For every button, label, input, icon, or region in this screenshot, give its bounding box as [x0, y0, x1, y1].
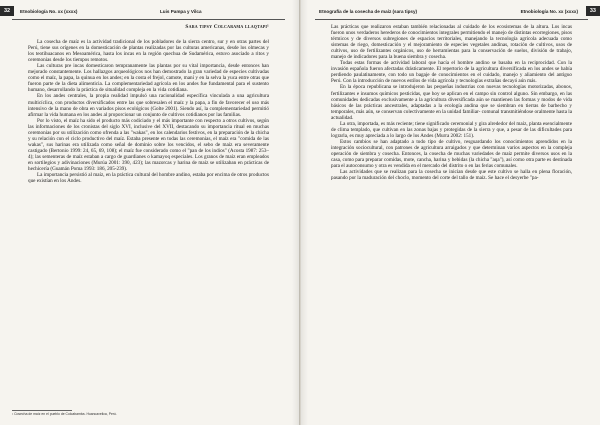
paragraph: Las actividades que se realizan para la cosecha se inician desde que este cultivo se halla en plena floración, pasando por la maduración del choclo, momento del corte del tallo de maíz. Se hace el desyerbe "pa- — [331, 169, 572, 182]
journal-name: Etnobiología No. xx (xxxx) — [520, 8, 578, 14]
paragraph: En la época republicana se introdujeron las pequeñas industrias con nuevas tecnologías motorizadas, abonos, fertilizantes e insumos químicos pesticidas, que hoy se aplican en el campo sin control alguno. Sin embargo, en las comunidades dedicadas exclusivamente a la agricultura diversificada aún se mantienen las formas y modos de vida básicos de las prácticas ancestrales, adaptadas a la ecología andina que se siembran en tierras de barbecho y temporales, más aún, se conservan colectivamente en la unidad familiar- comunal transmitiéndose oralmente hasta la actualidad. — [331, 84, 572, 121]
paragraph: Las prácticas que realizaron estaban también relacionadas al cuidado de los ecosistemas de la altura. Los incas fueron unos verdaderos herederos de conocimientos integrales permitiendo el manejo de distintas ecorregiones, pisos térmicos y de diversos subregiones de espacios territoriales, manejando la tecnología agrícola adecuada como sistemas de riego, domesticación y el mejoramiento de especies vegetales andinas, rotación de cultivos, usos de cultivos, uso de fertilizantes orgánicos, uso de herramientas para la conservación de suelos, división de trabajo, manejo de indicadores para la buena siembra y cosecha. — [331, 24, 572, 61]
paragraph: La importancia persistió al maíz, en la práctica cultural del hombre andino, estaba por encima de otros productos que existían en los Andes. — [28, 172, 269, 185]
page-number: 33 — [586, 6, 600, 16]
paragraph: En los andes centrales, la propia realidad impulsó una racionalidad específica vinculada a una agricultura multicíclica, con productos diversificados entre las que sobresalen el maíz y la papa, a fin de favorecer el uso más intensivo de la mano de obra en variados pisos ecológicos (Golte 2001). Siendo así, la complementariedad permitió afirmar la vida humana en los andes al proporcionar un conjunto de cultivos cotidianos por las familias. — [28, 93, 269, 118]
paragraph: La otra, importada, es más reciente; tiene significado ceremonial y gira alrededor del maíz, planta esencialmente de clima templado, que cultivan en las zonas bajas y protegidas de la sierra y que, a pesar de las dificultades para lograrla, es muy apreciada a lo largo de los Andes (Murra 2002: 151). — [331, 120, 572, 139]
footnote-rule — [12, 410, 72, 411]
right-page — [300, 0, 600, 425]
paragraph: Las culturas pre incas domesticaron tempranamente las plantas por su vital importancia, desde entonces han mejorado constantemente. Los hallazgos arqueológicos nos han demostrado la gran variedad de especies cultivadas como el maíz, la papa, la quinua en los andes; en la costa el frejol, camote, maní y en la selva la yuca entre otras que fueron parte de la dieta alimenticia. La complementariedad agrícola en los andes fue fundamental para el sustento humano, desarrollando la práctica de situalidad compleja en la vida cotidiana. — [28, 63, 269, 94]
header-rule — [12, 19, 285, 20]
article-short-title: Etnografía de la cosecha de maíz (sara tipsy) — [319, 8, 418, 14]
journal-name: Etnobiología No. xx (xxxx) — [20, 8, 78, 14]
paragraph: Por lo visto, el maíz ha sido el producto más codiciado y el más importante con respecto a otros cultivos, según las informaciones de los cronistas del siglo XVI, inclusive del XVII, destacando su importancia ritual en muchas ceremonias por su utilización como ofrenda a las "wakas", en los calendarios festivos, en la preparación de la chicha y su relación con el ciclo productivo del maíz. Estaba presente en todas las ceremonias, el maíz era "comida de las wakas", sus harinas era utilizada como señal de dominio sobre los vencidos, el sebo de maíz era severamente castigado (Bertonio 1999: 24, 65, 69, 108); el maíz fue considerado como el "pan de los indios" (Acosta 1987: 253–4); las sementeras de maíz estaban a cargo de guardianes o kamayoq especiales. Los granos de maíz eran empleados en sortilegios y adivinaciones (Murúa 2001: 390, 423); las mazorcas y harina de maíz se utilizaban en prácticas de hechicería (Guamán Poma 1993: 186, 205-239). — [28, 117, 269, 173]
left-body-text — [28, 24, 269, 184]
running-head-right — [311, 5, 600, 17]
running-head-left — [0, 5, 289, 17]
footnote: ¹ Cosecha de maíz en el pueblo de Colcabamba. Huancavelica, Perú. — [12, 412, 117, 416]
author-names: Luis Pampa y Vilca — [160, 8, 202, 14]
header-rule — [315, 19, 588, 20]
paragraph: Todas estas formas de actividad laboral que hacía el hombre andino se basaba en la reciprocidad. Con la invasión española fueron afectadas drásticamente. El repertorio de la agricultura diversificada en los andes se había perdiendo paulatinamente, con todo un bagaje de conocimientos en el cuidado, manejo y aliamiento del antiguo Perú. Con la introducción de nuevos estilos de vida agrícola y tecnologías extrañas decayó aún más. — [331, 60, 572, 85]
paragraph: La cosecha de maíz es la actividad tradicional de los pobladores de la sierra centro, sur y en otras partes del Perú, tiene sus orígenes en la domesticación de plantas realizadas por las culturas americanas, desde los olmecas y los teotihuacanos en Mesoamérica, hasta los incas en la región quechua de Sudamérica, estuvo asociado a ritos y ceremonias desde los tiempos remotos. — [28, 39, 269, 64]
section-title: Sara tipsy Colcarama llaqtapi¹ — [185, 24, 269, 30]
right-body-text — [331, 24, 572, 181]
paragraph: Estos cambios se han adaptado a todo tipo de cultivo, resguardando los conocimientos aprendidos en la integración sociocultural, con patrones de agricultura arraigados y que determinan varios aspectos en la compleja operación de siembra y cosecha. Entonces, la cosecha de muchas variedades de maíz permite diversos usos en la casa, como para preparar comidas, mote, cancha, harina y bebidas (la chicha "aqa"), así como otra parte es destinada para el autoconsumo y otra es vendida en el mercado del distrito o en las ferias comunales. — [331, 138, 572, 170]
page-number: 32 — [0, 6, 14, 16]
